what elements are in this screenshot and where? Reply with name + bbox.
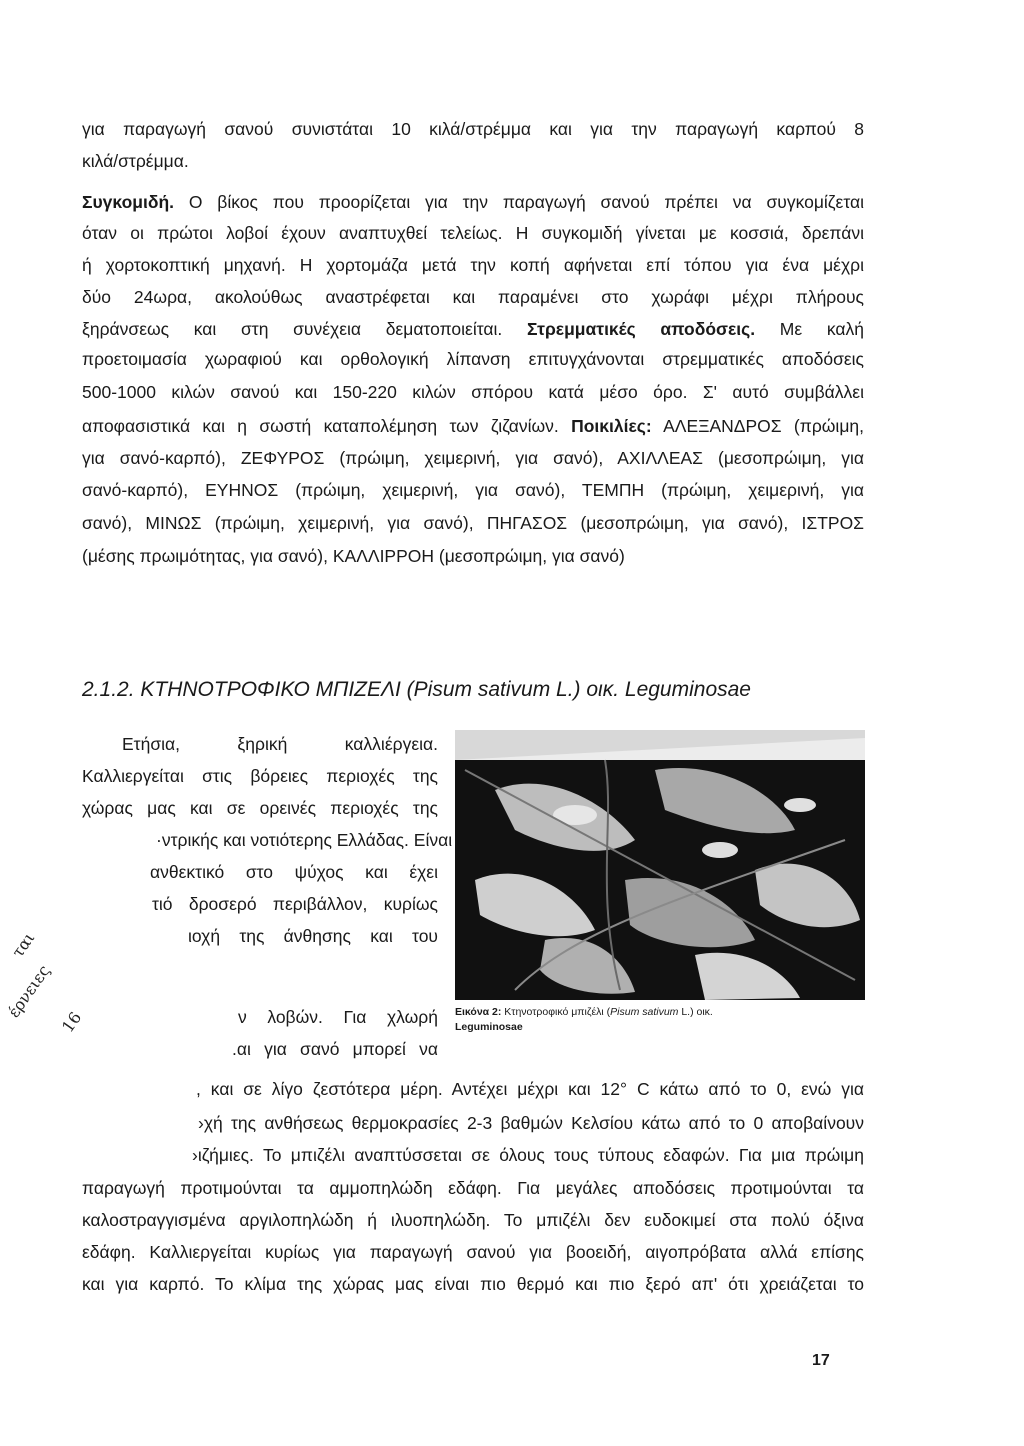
line-text: προετοιμασία χωραφιού και ορθολογική λίπανση επιτυγχάνονται στρεμματικές αποδόσεις [82, 349, 864, 369]
photo-illustration [455, 730, 865, 1000]
line-text: Ο βίκος που προορίζεται για την παραγωγή σανού πρέπει να συγκομίζεται [174, 192, 864, 212]
figure-caption [455, 1005, 865, 1035]
line-text: Με καλή [755, 319, 864, 339]
line-text: αποφασιστικά και η σωστή καταπολέμηση των ζιζανίων. [82, 416, 572, 436]
caption-text: Κτηνοτροφικό μπιζέλι ( [501, 1006, 611, 1018]
text-line [82, 447, 864, 469]
caption-family: Leguminosae [455, 1021, 523, 1033]
text-line [196, 1078, 864, 1100]
line-text: για σανό-καρπό), ΖΕΦΥΡΟΣ (πρώιμη, χειμερινή, για σανό), ΑΧΙΛΛΕΑΣ (μεσοπρώιμη, για [82, 448, 864, 468]
pea-plant-photo [455, 730, 865, 1000]
text-line [198, 1112, 864, 1134]
section-heading: 2.1.2. ΚΤΗΝΟΤΡΟΦΙΚΟ ΜΠΙΖΕΛΙ (Pisum sativum L.) οικ. Leguminosae [82, 678, 751, 701]
wrapped-line: Ετήσια, ξηρική καλλιέργεια. [122, 734, 438, 754]
caption-end: L.) οικ. [678, 1006, 713, 1018]
caption-species: Pisum sativum [610, 1006, 679, 1018]
line-text: ΑΛΕΞΑΝΔΡΟΣ (πρώιμη, [651, 416, 865, 436]
line-text: για παραγωγή σανού συνιστάται 10 κιλά/στρέμμα και για την παραγωγή καρπού 8 [82, 119, 864, 139]
text-line [82, 286, 864, 308]
text-line [82, 254, 864, 276]
caption-label: Εικόνα 2: [455, 1006, 502, 1018]
page-number: 17 [812, 1352, 830, 1369]
bold-term: Συγκομιδή. [82, 192, 175, 212]
line-text: 500-1000 κιλών σανού και 150-220 κιλών σπόρου κατά μέσο όρο. Σ' αυτό συμβάλλει [82, 382, 864, 402]
text-line [82, 118, 864, 140]
line-text: (μέσης πρωιμότητας, για σανό), ΚΑΛΛΙΡΡΟΗ (μεσοπρώιμη, για σανό) [82, 546, 625, 566]
wrapped-line: τιό δροσερό περιβάλλον, κυρίως [152, 894, 438, 914]
line-text: δύο 24ωρα, ακολούθως αναστρέφεται και παραμένει στο χωράφι μέχρι πλήρους [82, 287, 864, 307]
wrapped-line: χώρας μας και σε ορεινές περιοχές της [82, 798, 438, 818]
margin-handwriting-2: έρνειες [4, 961, 54, 1021]
line-text: όταν οι πρώτοι λοβοί έχουν αναπτυχθεί τελείως. Η συγκομιδή γίνεται με κοσσιά, δρεπάνι [82, 223, 864, 243]
line-text: ή χορτοκοπτική μηχανή. Η χορτομάζα μετά την κοπή αφήνεται επί τόπου για ένα μέχρι [82, 255, 864, 275]
wrapped-line: .αι για σανό μπορεί να [232, 1039, 438, 1059]
line-text: ξηράνσεως και στη συνέχεια δεματοποιείται. [82, 319, 527, 339]
text-line [82, 381, 864, 403]
text-line [82, 222, 864, 244]
text-line [82, 1209, 864, 1231]
line-text: , και σε λίγο ζεστότερα μέρη. Αντέχει μέχρι και 12° C κάτω από το 0, ενώ για [196, 1079, 864, 1099]
line-text: σανό), ΜΙΝΩΣ (πρώιμη, χειμερινή, για σανό), ΠΗΓΑΣΟΣ (μεσοπρώιμη, για σανό), ΙΣΤΡΟΣ [82, 513, 864, 533]
text-line [82, 512, 864, 534]
margin-handwriting-1: ται [8, 928, 39, 961]
wrapped-line: ιοχή της άνθησης και του [188, 926, 438, 946]
line-text: ›χή της ανθήσεως θερμοκρασίες 2-3 βαθμών Κελσίου κάτω από το 0 αποβαίνουν [198, 1113, 864, 1133]
text-line [82, 415, 864, 437]
wrapped-line: ν λοβών. Για χλωρή [238, 1007, 438, 1027]
text-line [82, 1273, 864, 1295]
line-text: σανό-καρπό), ΕΥΗΝΟΣ (πρώιμη, χειμερινή, για σανό), ΤΕΜΠΗ (πρώιμη, χειμερινή, για [82, 480, 864, 500]
text-line [82, 318, 864, 340]
bold-term: Ποικιλίες: [571, 416, 652, 436]
line-text: εδάφη. Καλλιεργείται κυρίως για παραγωγή σανού για βοοειδή, αιγοπρόβατα αλλά επίσης [82, 1242, 864, 1262]
line-text: καλοστραγγισμένα αργιλοπηλώδη ή ιλυοπηλώδη. Το μπιζέλι δεν ευδοκιμεί στα πολύ όξινα [82, 1210, 864, 1230]
text-line [82, 191, 864, 213]
line-text: ›ιζήμιες. Το μπιζέλι αναπτύσσεται σε όλους τους τύπους εδαφών. Για μια πρώιμη [192, 1145, 864, 1165]
text-line [82, 1241, 864, 1263]
text-line [192, 1144, 864, 1166]
text-line [82, 479, 864, 501]
bold-term: Στρεμματικές αποδόσεις. [526, 319, 756, 339]
wrapped-line: ανθεκτικό στο ψύχος και έχει [150, 862, 438, 882]
text-line [82, 1177, 864, 1199]
line-text: και για καρπό. Το κλίμα της χώρας μας είναι πιο θερμό και πιο ξερό απ' ότι χρειάζεται το [82, 1274, 864, 1294]
line-text: παραγωγή προτιμούνται τα αμμοπηλώδη εδάφη. Για μεγάλες αποδόσεις προτιμούνται τα [82, 1178, 864, 1198]
text-line [82, 545, 864, 567]
text-line [82, 150, 864, 172]
line-text: κιλά/στρέμμα. [82, 151, 189, 171]
text-line [82, 348, 864, 370]
wrapped-line: Καλλιεργείται στις βόρειες περιοχές της [82, 766, 438, 786]
margin-handwriting-3: 16 [58, 1008, 86, 1036]
wrapped-line: ·ντρικής και νοτιότερης Ελλάδας. Είναι [156, 830, 453, 850]
